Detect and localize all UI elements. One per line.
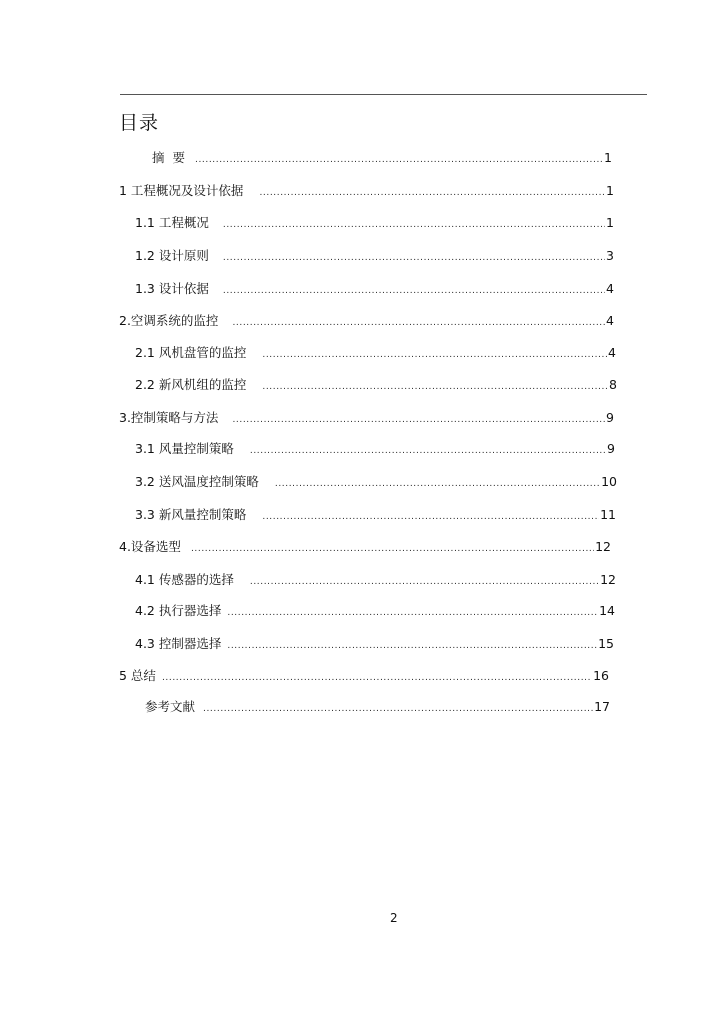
toc-entry-label: 1.2 设计原则 xyxy=(135,248,209,263)
toc-entry-2-2[interactable] xyxy=(135,377,617,395)
toc-entry-1[interactable] xyxy=(119,183,614,201)
toc-entry-label: 3.控制策略与方法 xyxy=(119,410,219,425)
dot-leader xyxy=(262,509,599,525)
toc-entry-page: 4 xyxy=(606,281,614,296)
toc-entry-label: 2.2 新风机组的监控 xyxy=(135,377,247,392)
toc-entry-label: 摘 要 xyxy=(152,150,187,165)
toc-entry-page: 11 xyxy=(600,507,616,522)
toc-entry-label: 5 总结 xyxy=(119,668,156,683)
toc-entry-page: 9 xyxy=(606,410,614,425)
toc-entry-page: 15 xyxy=(598,636,614,651)
toc-entry-2[interactable] xyxy=(119,313,614,331)
toc-entry-label: 4.3 控制器选择 xyxy=(135,636,222,651)
toc-entry-label: 3.1 风量控制策略 xyxy=(135,441,234,456)
dot-leader xyxy=(250,443,606,459)
toc-entry-label: 1 工程概况及设计依据 xyxy=(119,183,244,198)
toc-entry-page: 1 xyxy=(604,150,612,165)
toc-entry-page: 16 xyxy=(593,668,609,683)
toc-entry-label: 4.2 执行器选择 xyxy=(135,603,222,618)
dot-leader xyxy=(223,250,605,266)
dot-leader xyxy=(203,701,593,717)
toc-entry-label: 4.1 传感器的选择 xyxy=(135,572,234,587)
toc-entry-5[interactable] xyxy=(119,668,609,686)
toc-entry-1-1[interactable] xyxy=(135,215,614,233)
dot-leader xyxy=(250,574,599,590)
toc-entry-4-1[interactable] xyxy=(135,572,616,590)
dot-leader xyxy=(262,347,607,363)
toc-title: 目录 xyxy=(119,112,160,134)
toc-entry-3-1[interactable] xyxy=(135,441,615,459)
toc-entry-label: 2.1 风机盘管的监控 xyxy=(135,345,247,360)
toc-entry-page: 4 xyxy=(606,313,614,328)
toc-entry-1-3[interactable] xyxy=(135,281,614,299)
dot-leader xyxy=(191,541,594,557)
toc-entry-label: 3.2 送风温度控制策略 xyxy=(135,474,259,489)
header-rule xyxy=(120,94,647,95)
toc-entry-page: 1 xyxy=(606,183,614,198)
toc-entry-page: 3 xyxy=(606,248,614,263)
toc-entry-label: 4.设备选型 xyxy=(119,539,181,554)
dot-leader xyxy=(223,217,605,233)
toc-entry-label: 3.3 新风量控制策略 xyxy=(135,507,247,522)
toc-entry-2-1[interactable] xyxy=(135,345,616,363)
toc-entry-4-2[interactable] xyxy=(135,603,615,621)
toc-entry-abstract[interactable] xyxy=(152,150,612,168)
toc-entry-label: 1.3 设计依据 xyxy=(135,281,209,296)
toc-entry-page: 12 xyxy=(595,539,611,554)
toc-entry-page: 9 xyxy=(607,441,615,456)
toc-entry-page: 17 xyxy=(594,699,610,714)
dot-leader xyxy=(262,379,608,395)
toc-entry-page: 12 xyxy=(600,572,616,587)
toc-entry-3-3[interactable] xyxy=(135,507,616,525)
toc-entry-4[interactable] xyxy=(119,539,611,557)
dot-leader xyxy=(232,315,605,331)
toc-entry-page: 14 xyxy=(599,603,615,618)
dot-leader xyxy=(227,605,598,621)
toc-entry-3-2[interactable] xyxy=(135,474,617,492)
dot-leader xyxy=(162,670,592,686)
toc-entry-4-3[interactable] xyxy=(135,636,614,654)
toc-entry-references[interactable] xyxy=(145,699,610,717)
toc-entry-label: 1.1 工程概况 xyxy=(135,215,209,230)
toc-entry-label: 参考文献 xyxy=(145,699,196,714)
dot-leader xyxy=(259,185,605,201)
toc-entry-page: 10 xyxy=(601,474,617,489)
toc-entry-label: 2.空调系统的监控 xyxy=(119,313,219,328)
dot-leader xyxy=(232,412,605,428)
dot-leader xyxy=(227,638,597,654)
dot-leader xyxy=(223,283,605,299)
toc-entry-3[interactable] xyxy=(119,410,614,428)
dot-leader xyxy=(275,476,600,492)
toc-entry-page: 1 xyxy=(606,215,614,230)
page-number: 2 xyxy=(390,911,398,925)
toc-entry-page: 4 xyxy=(608,345,616,360)
toc-entry-1-2[interactable] xyxy=(135,248,614,266)
toc-entry-page: 8 xyxy=(609,377,617,392)
dot-leader xyxy=(195,152,603,168)
